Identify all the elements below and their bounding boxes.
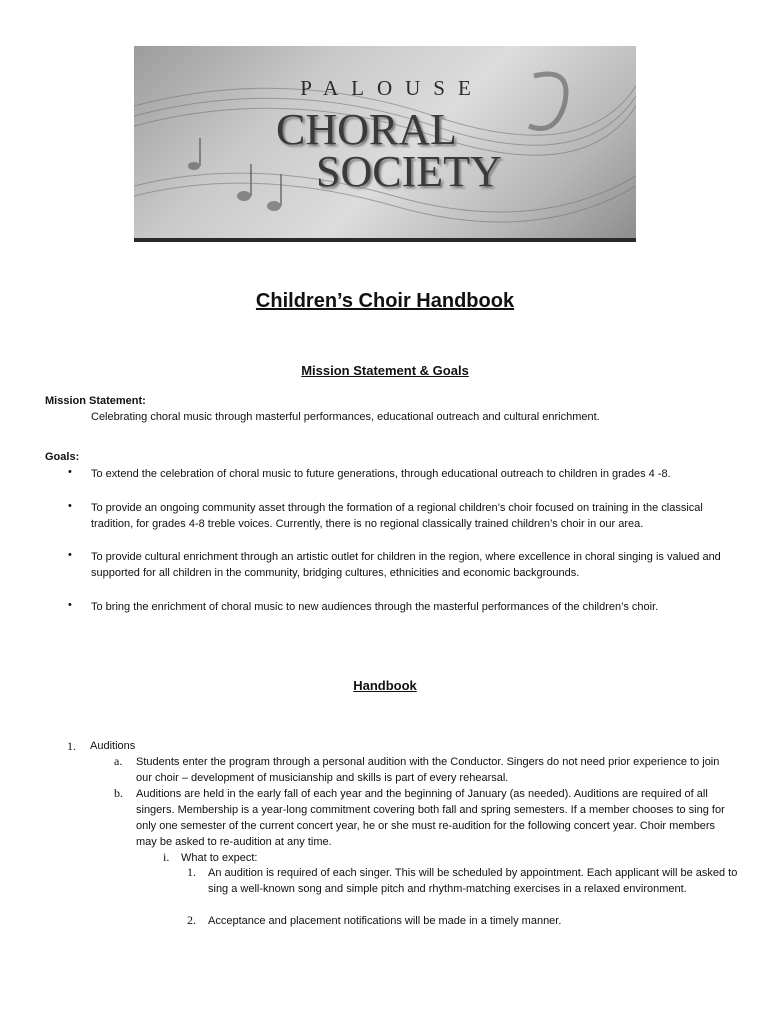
what-to-expect-label: What to expect: (181, 852, 258, 864)
sub-list-number-1: 1. (187, 865, 196, 879)
goals-label: Goals: (45, 451, 80, 463)
list-letter-b: b. (114, 786, 123, 800)
goal-item-1: To extend the celebration of choral music to future generations, through educational outreach to children in grades 4 -8. (91, 468, 671, 480)
banner-line-society: SOCIETY (316, 147, 502, 196)
mission-statement-label: Mission Statement: (45, 395, 146, 407)
mission-statement-text: Celebrating choral music through masterful performances, educational outreach and cultural enrichment. (91, 411, 600, 423)
expect-item-2: Acceptance and placement notifications will be made in a timely manner. (208, 915, 562, 927)
list-letter-a: a. (114, 754, 123, 768)
list-roman-i: i. (163, 850, 170, 864)
goal-item-3: To provide cultural enrichment through an artistic outlet for children in the region, where excellence in choral singing is valued and supported for all children in the community, bridging cultures, ethnicities and economic backgrounds. (91, 551, 721, 579)
banner-line-choral: CHORAL (276, 105, 457, 154)
mission-goals-heading: Mission Statement & Goals (301, 363, 469, 378)
bullet-icon: • (68, 500, 72, 512)
auditions-item-b: Auditions are held in the early fall of each year and the beginning of January (as needed). Auditions are required of all singers. Membership is a year-long commitment covering both fall and spring semesters. If a member chooses to sing for only one semester of the current concert year, he or she must re-audition for the following concert year. Choir members may be asked to re-audition at any time. (136, 788, 725, 848)
handbook-heading: Handbook (353, 678, 417, 693)
auditions-title: Auditions (90, 740, 136, 752)
bullet-icon: • (68, 549, 72, 561)
bullet-icon: • (68, 466, 72, 478)
list-number: 1. (67, 739, 76, 753)
goal-item-4: To bring the enrichment of choral music to new audiences through the masterful performances of the children’s choir. (91, 601, 659, 613)
document-title: Children’s Choir Handbook (255, 290, 515, 312)
auditions-item-a: Students enter the program through a personal audition with the Conductor. Singers do not need prior experience to join our choir – development of musicianship and skills is part of every rehearsal. (136, 756, 720, 784)
expect-item-1: An audition is required of each singer. This will be scheduled by appointment. Each applicant will be asked to sing a well-known song and simple pitch and rhythm-matching exercises in a relaxed environment. (208, 867, 738, 895)
banner-line-palouse: PALOUSE (300, 76, 484, 100)
header-banner (134, 46, 636, 242)
bullet-icon: • (68, 599, 72, 611)
goal-item-2: To provide an ongoing community asset through the formation of a regional children’s choir focused on training in the classical tradition, for grades 4-8 treble voices. Currently, there is no regional classically trained children’s choir in our area. (91, 502, 703, 530)
sub-list-number-2: 2. (187, 913, 196, 927)
